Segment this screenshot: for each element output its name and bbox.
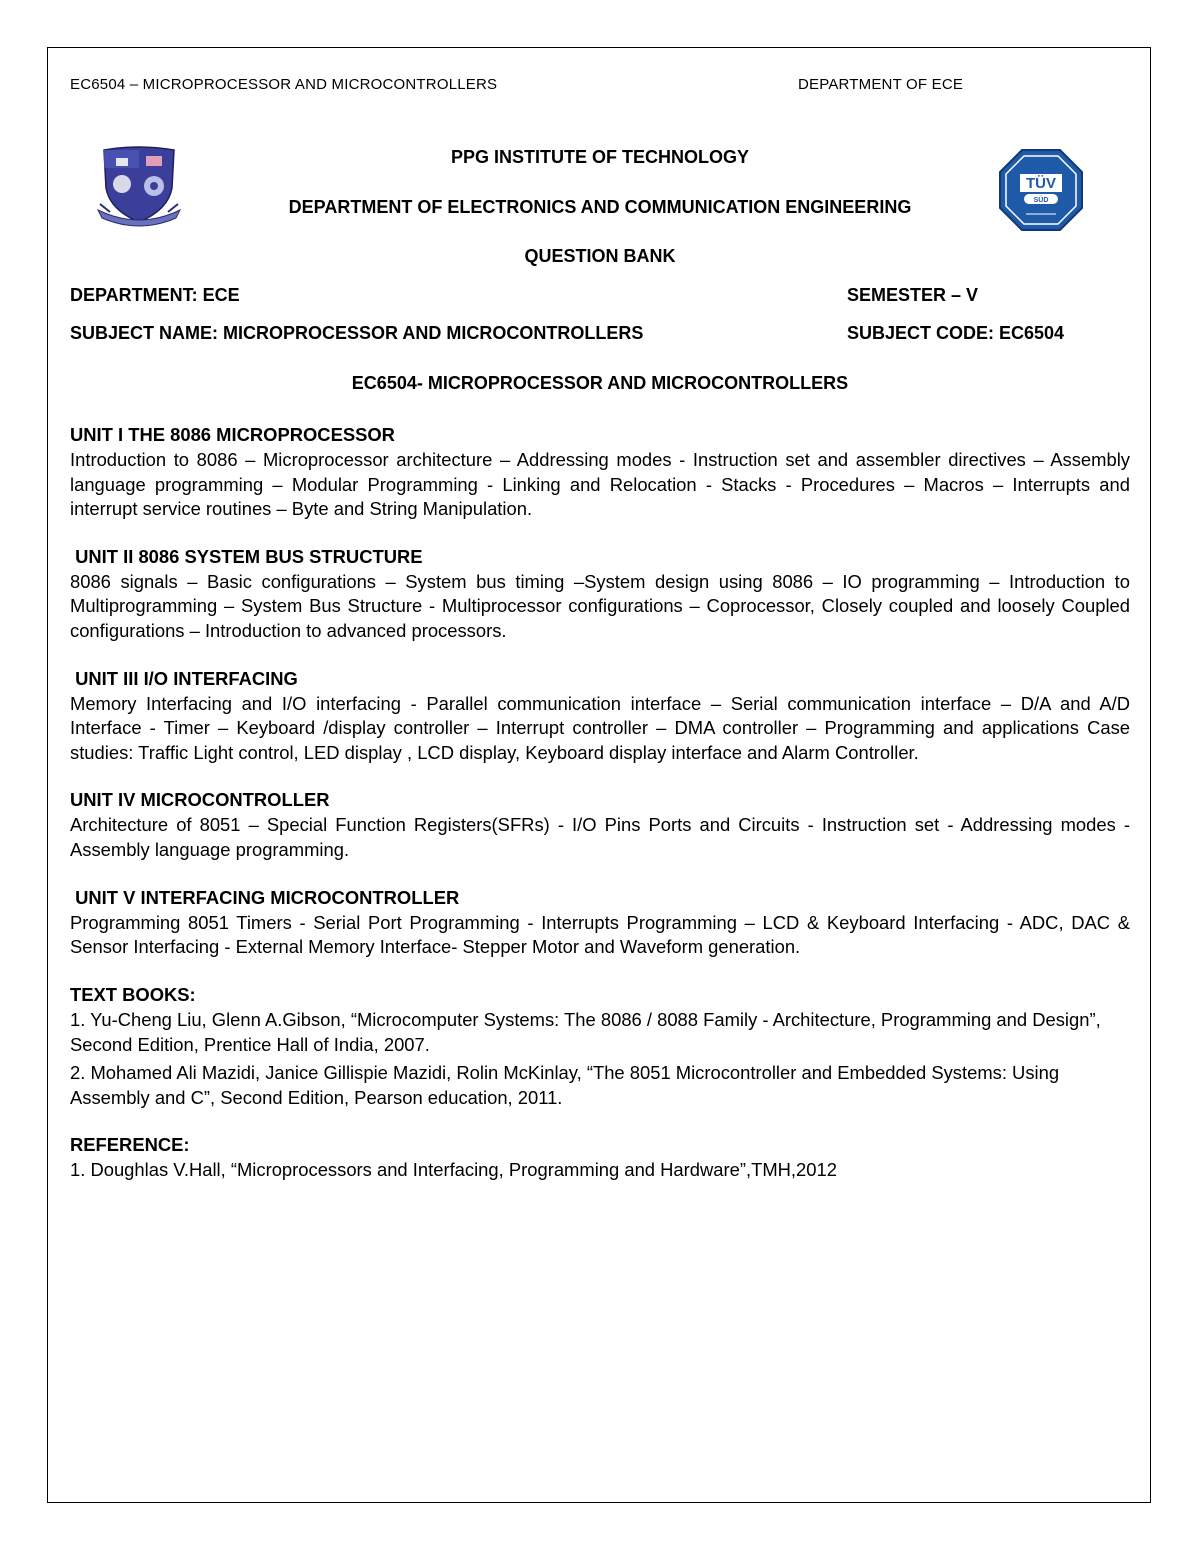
reference-item: 1. Doughlas V.Hall, “Microprocessors and Interfacing, Programming and Hardware”,TMH,2012	[70, 1158, 837, 1180]
department-label: DEPARTMENT: ECE	[70, 285, 240, 305]
unit-section	[70, 544, 1130, 644]
department-name: DEPARTMENT OF ELECTRONICS AND COMMUNICATION ENGINEERING	[288, 197, 912, 217]
unit-body: 8086 signals – Basic configurations – System bus timing –System design using 8086 – IO programming – Introduction to Multiprogramming – System Bus Structure - Multiprocessor configurations – Coprocessor, Closely coupled and loosely Coupled configurations – Introduction to advanced processors.	[70, 570, 1130, 641]
unit-body: Memory Interfacing and I/O interfacing - Parallel communication interface – Serial communication interface – D/A and A/D Interface - Timer – Keyboard /display controller – Interrupt controller – DMA controller – Programming and applications Case studies: Traffic Light control, LED display , LCD display, Keyboard display interface and Alarm Controller.	[70, 692, 1130, 763]
reference-heading: REFERENCE:	[70, 1133, 190, 1155]
unit-body: Programming 8051 Timers - Serial Port Programming - Interrupts Programming – LCD & Keyboard Interfacing - ADC, DAC & Sensor Interfacing - External Memory Interface- Stepper Motor and Waveform generation.	[70, 911, 1130, 958]
institute-name: PPG INSTITUTE OF TECHNOLOGY	[450, 147, 749, 167]
course-title: EC6504- MICROPROCESSOR AND MICROCONTROLLERS	[351, 373, 849, 393]
reference-section	[70, 1132, 1130, 1182]
sud-text: SÜD	[1033, 197, 1049, 204]
unit-title: UNIT IV MICROCONTROLLER	[70, 789, 330, 811]
unit-title: UNIT II 8086 SYSTEM BUS STRUCTURE	[70, 545, 423, 567]
unit-title: UNIT III I/O INTERFACING	[70, 667, 298, 689]
subject-code-label: SUBJECT CODE: EC6504	[847, 323, 1065, 343]
tuv-text: TÜV	[1026, 175, 1056, 192]
text-book-item: 1. Yu-Cheng Liu, Glenn A.Gibson, “Microcomputer Systems: The 8086 / 8088 Family - Architecture, Programming and Design”, Second Edition, Prentice Hall of India, 2007.	[70, 1008, 1101, 1055]
unit-section	[70, 885, 1130, 960]
unit-section	[70, 666, 1130, 766]
unit-body: Introduction to 8086 – Microprocessor architecture – Addressing modes - Instruction set and assembler directives – Assembly language programming – Modular Programming - Linking and Relocation - Stacks - Procedures – Macros – Interrupts and interrupt service routines – Byte and String Manipulation.	[70, 449, 1130, 520]
unit-title: UNIT I THE 8086 MICROPROCESSOR	[70, 424, 395, 445]
unit-section	[70, 787, 1130, 862]
text-books-section	[70, 982, 1130, 1110]
subject-name-label: SUBJECT NAME: MICROPROCESSOR AND MICROCONTROLLERS	[70, 323, 644, 343]
unit-title: UNIT V INTERFACING MICROCONTROLLER	[70, 886, 460, 908]
syllabus-content	[70, 422, 1130, 1185]
header-course: EC6504 – MICROPROCESSOR AND MICROCONTROLLERS	[70, 76, 498, 93]
text-books-heading: TEXT BOOKS:	[70, 983, 196, 1005]
semester-label: SEMESTER – V	[847, 285, 979, 305]
unit-body: Architecture of 8051 – Special Function Registers(SFRs) - I/O Pins Ports and Circuits - Instruction set - Addressing modes - Assembly language programming.	[70, 814, 1130, 860]
header-department: DEPARTMENT OF ECE	[798, 76, 964, 93]
text-book-item: 2. Mohamed Ali Mazidi, Janice Gillispie Mazidi, Rolin McKinlay, “The 8051 Microcontroller and Embedded Systems: Using Assembly and C”, Second Edition, Pearson education, 2011.	[70, 1061, 1060, 1108]
document-type: QUESTION BANK	[524, 246, 676, 266]
unit-section	[70, 422, 1130, 522]
